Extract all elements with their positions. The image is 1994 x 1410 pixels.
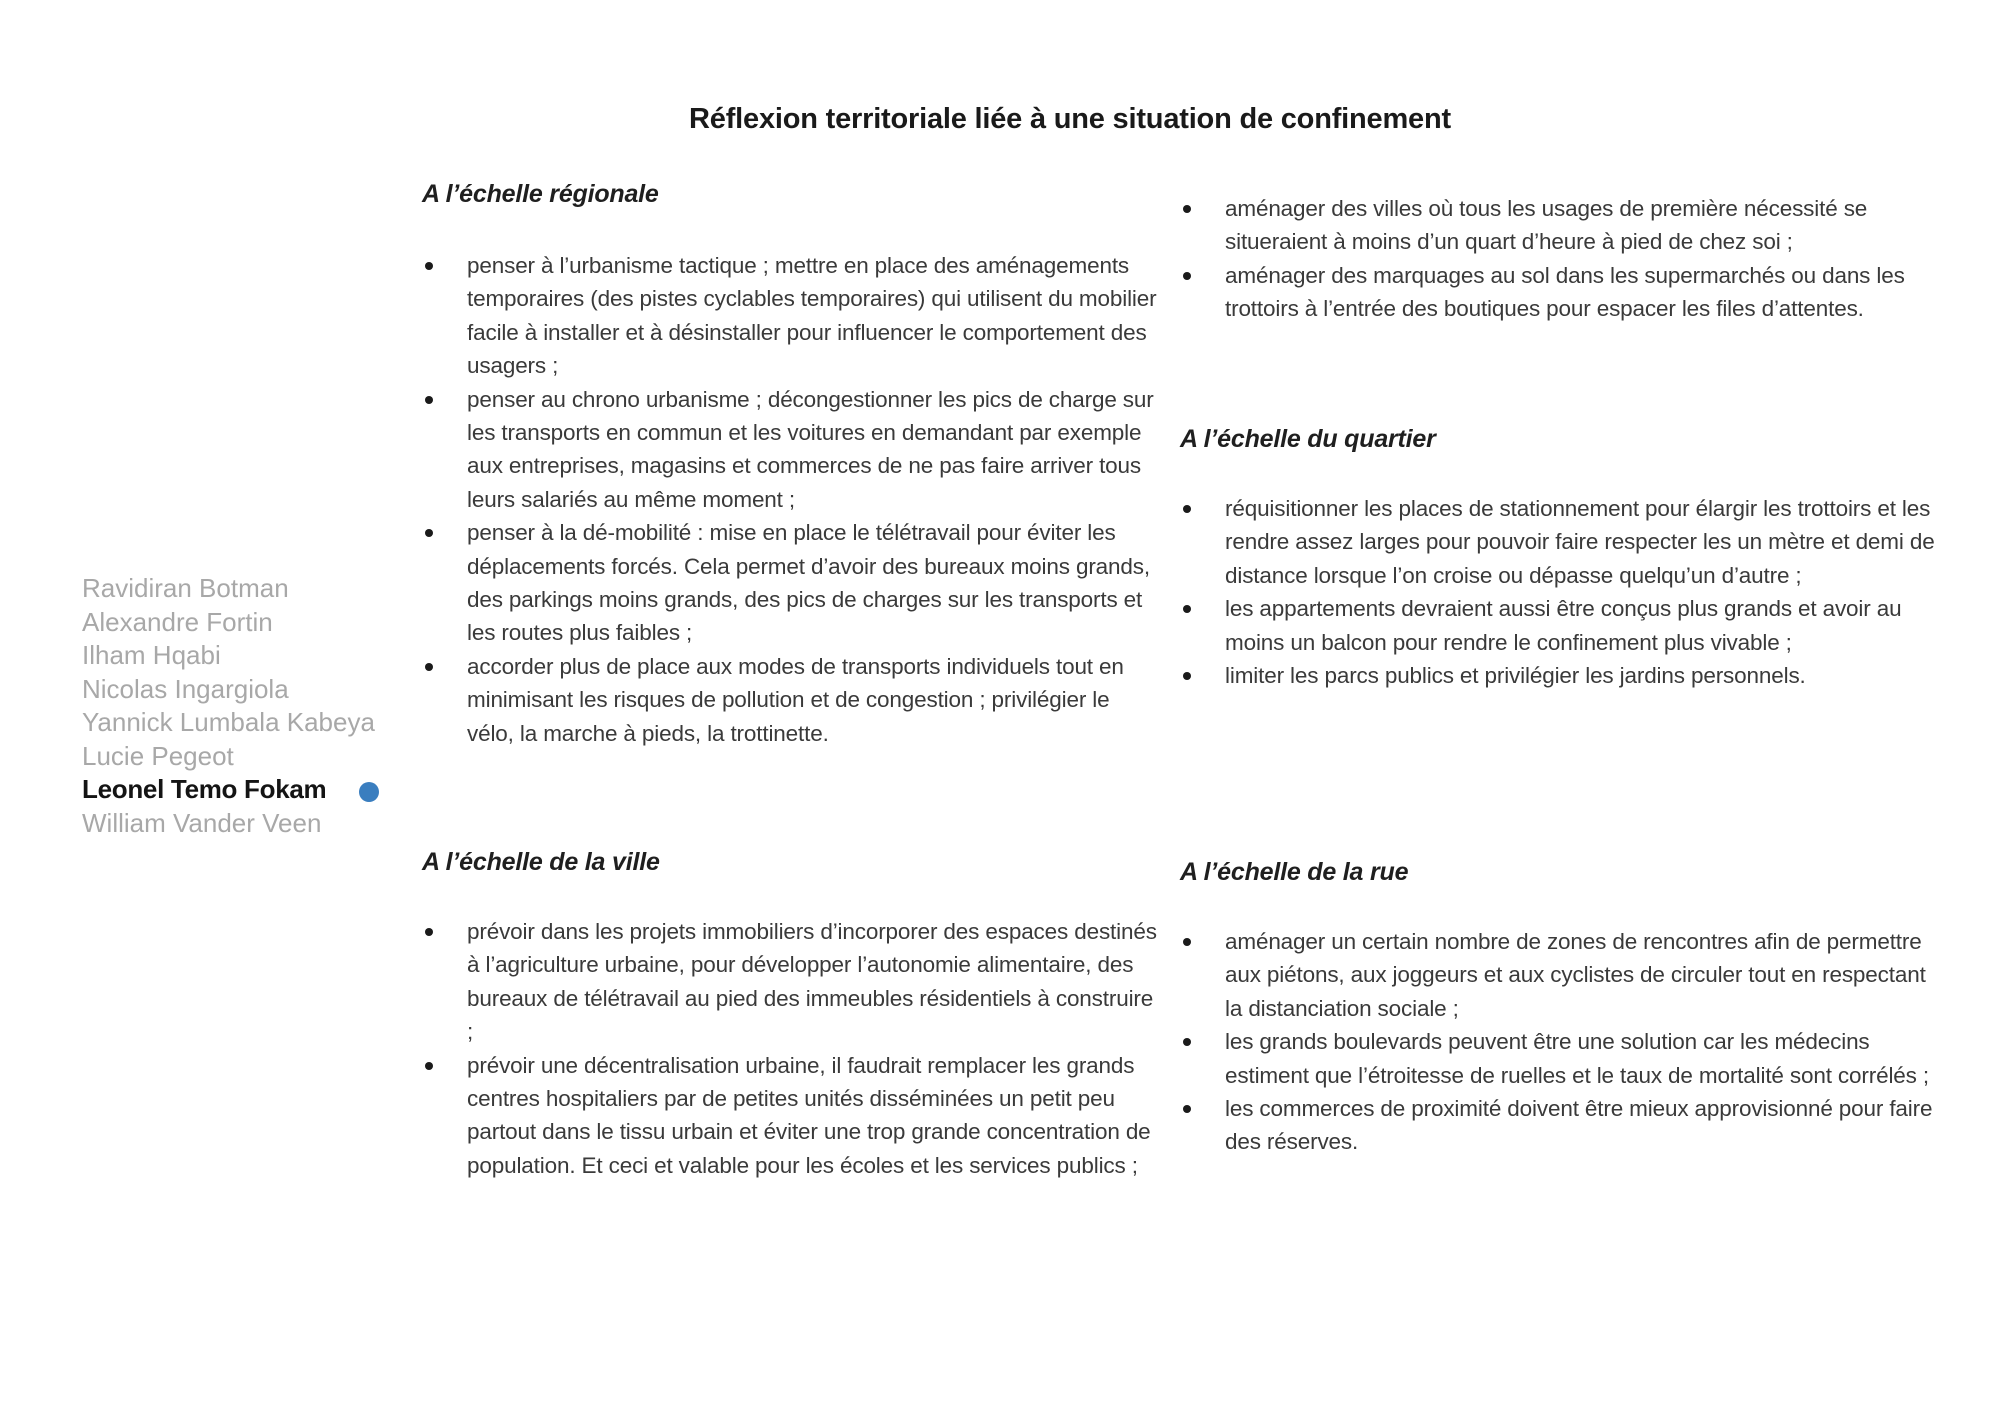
list-item [1180,259,1940,326]
list-item [422,915,1162,1049]
list-item [422,249,1162,383]
list-item [422,383,1162,517]
bullet-icon [425,1062,433,1070]
section-regional [422,180,1162,750]
section-heading: A l’échelle du quartier [1180,425,1436,453]
bullet-icon [425,529,433,537]
list-item [1180,1025,1940,1092]
bullet-icon [1183,1038,1191,1046]
section-ville [422,848,1162,1182]
list-item-text: accorder plus de place aux modes de transports individuels tout en minimisant les risques de pollution et de congestion ; privilégier le vélo, la marche à pieds, la trottinette. [467,653,1124,746]
bullet-icon [1183,205,1191,213]
list-item-text: penser à l’urbanisme tactique ; mettre en place des aménagements temporaires (des pistes cyclables temporaires) qui utilisent du mobilier facile à installer et à désinstaller pour influencer le comportement des usagers ; [467,253,1157,379]
list-item-text: prévoir une décentralisation urbaine, il faudrait remplacer les grands centres hospitaliers par de petites unités disséminées un petit peu partout dans le tissu urbain et éviter une trop grande concentration de population. Et ceci et valable pour les écoles et les services publics ; [467,1052,1151,1178]
list-item [1180,492,1940,592]
bullet-icon [425,928,433,936]
section-rue [1180,858,1940,1159]
bullet-icon [425,396,433,404]
list-item [1180,192,1940,259]
author-name-active [82,773,375,807]
page-title: Réflexion territoriale liée à une situation de confinement [689,103,1451,136]
author-list [82,572,375,840]
author-name: Yannick Lumbala Kabeya [82,707,375,737]
bullet-icon [1183,938,1191,946]
list-item-text: réquisitionner les places de stationnement pour élargir les trottoirs et les rendre assez larges pour pouvoir faire respecter les un mètre et demi de distance lorsque l’on croise ou dépasse quelqu’un d’autre ; [1225,496,1935,588]
bullet-icon [1183,605,1191,613]
author-name: Alexandre Fortin [82,606,273,637]
bullet-icon [1183,1105,1191,1113]
author-name: Lucie Pegeot [82,740,234,771]
bullet-icon [425,663,433,671]
bullet-icon [425,262,433,270]
list-item-text: les commerces de proximité doivent être mieux approvisionné pour faire des réserves. [1225,1096,1933,1155]
list-item-text: aménager un certain nombre de zones de rencontres afin de permettre aux piétons, aux joggeurs et aux cyclistes de circuler tout en respectant la distanciation sociale ; [1225,929,1926,1021]
author-name: Ravidiran Botman [82,573,289,603]
bullet-list [1180,192,1940,326]
list-item-text: les grands boulevards peuvent être une solution car les médecins estiment que l’étroitesse de ruelles et le taux de mortalité sont corrélés ; [1225,1029,1929,1088]
section-heading: A l’échelle de la ville [422,848,660,876]
bullet-icon [1183,672,1191,680]
list-item [1180,925,1940,1025]
bullet-list [1180,925,1940,1159]
list-item [422,1049,1162,1183]
author-name: William Vander Veen [82,807,322,838]
list-item-text: prévoir dans les projets immobiliers d’incorporer des espaces destinés à l’agriculture urbaine, pour développer l’autonomie alimentaire, des bureaux de télétravail au pied des immeubles résidentiels à construire ; [467,919,1157,1045]
list-item-text: aménager des marquages au sol dans les supermarchés ou dans les trottoirs à l’entrée des boutiques pour espacer les files d’attentes. [1225,262,1905,322]
author-name: Ilham Hqabi [82,640,221,670]
active-indicator-dot-icon [359,782,379,802]
section-heading: A l’échelle régionale [422,180,659,208]
list-item [1180,1092,1940,1159]
author-name-label: Leonel Temo Fokam [82,774,327,804]
bullet-list [1180,492,1940,692]
author-name: Nicolas Ingargiola [82,673,289,704]
list-item-text: penser au chrono urbanisme ; décongestionner les pics de charge sur les transports en commun et les voitures en demandant par exemple aux entreprises, magasins et commerces de ne pas faire arriver tous leurs salariés au même moment ; [467,386,1154,512]
bullet-icon [1183,505,1191,513]
bullet-list [422,249,1162,750]
list-item [422,650,1162,750]
section-quartier [1180,425,1940,692]
list-item-text: aménager des villes où tous les usages de première nécessité se situeraient à moins d’un quart d’heure à pied de chez soi ; [1225,196,1868,255]
list-item [1180,592,1940,659]
list-item [422,516,1162,650]
bullet-list [422,915,1162,1182]
list-item-text: penser à la dé-mobilité : mise en place le télétravail pour éviter les déplacements forcés. Cela permet d’avoir des bureaux moins grands, des parkings moins grands, des pics de charges sur les transports et les routes plus faibles ; [467,520,1150,646]
list-item [1180,659,1940,692]
bullet-icon [1183,272,1191,280]
list-item-text: limiter les parcs publics et privilégier les jardins personnels. [1225,663,1806,689]
list-item-text: les appartements devraient aussi être conçus plus grands et avoir au moins un balcon pour rendre le confinement plus vivable ; [1225,596,1902,655]
section-ville-continued [1180,192,1940,326]
section-heading: A l’échelle de la rue [1180,858,1409,886]
